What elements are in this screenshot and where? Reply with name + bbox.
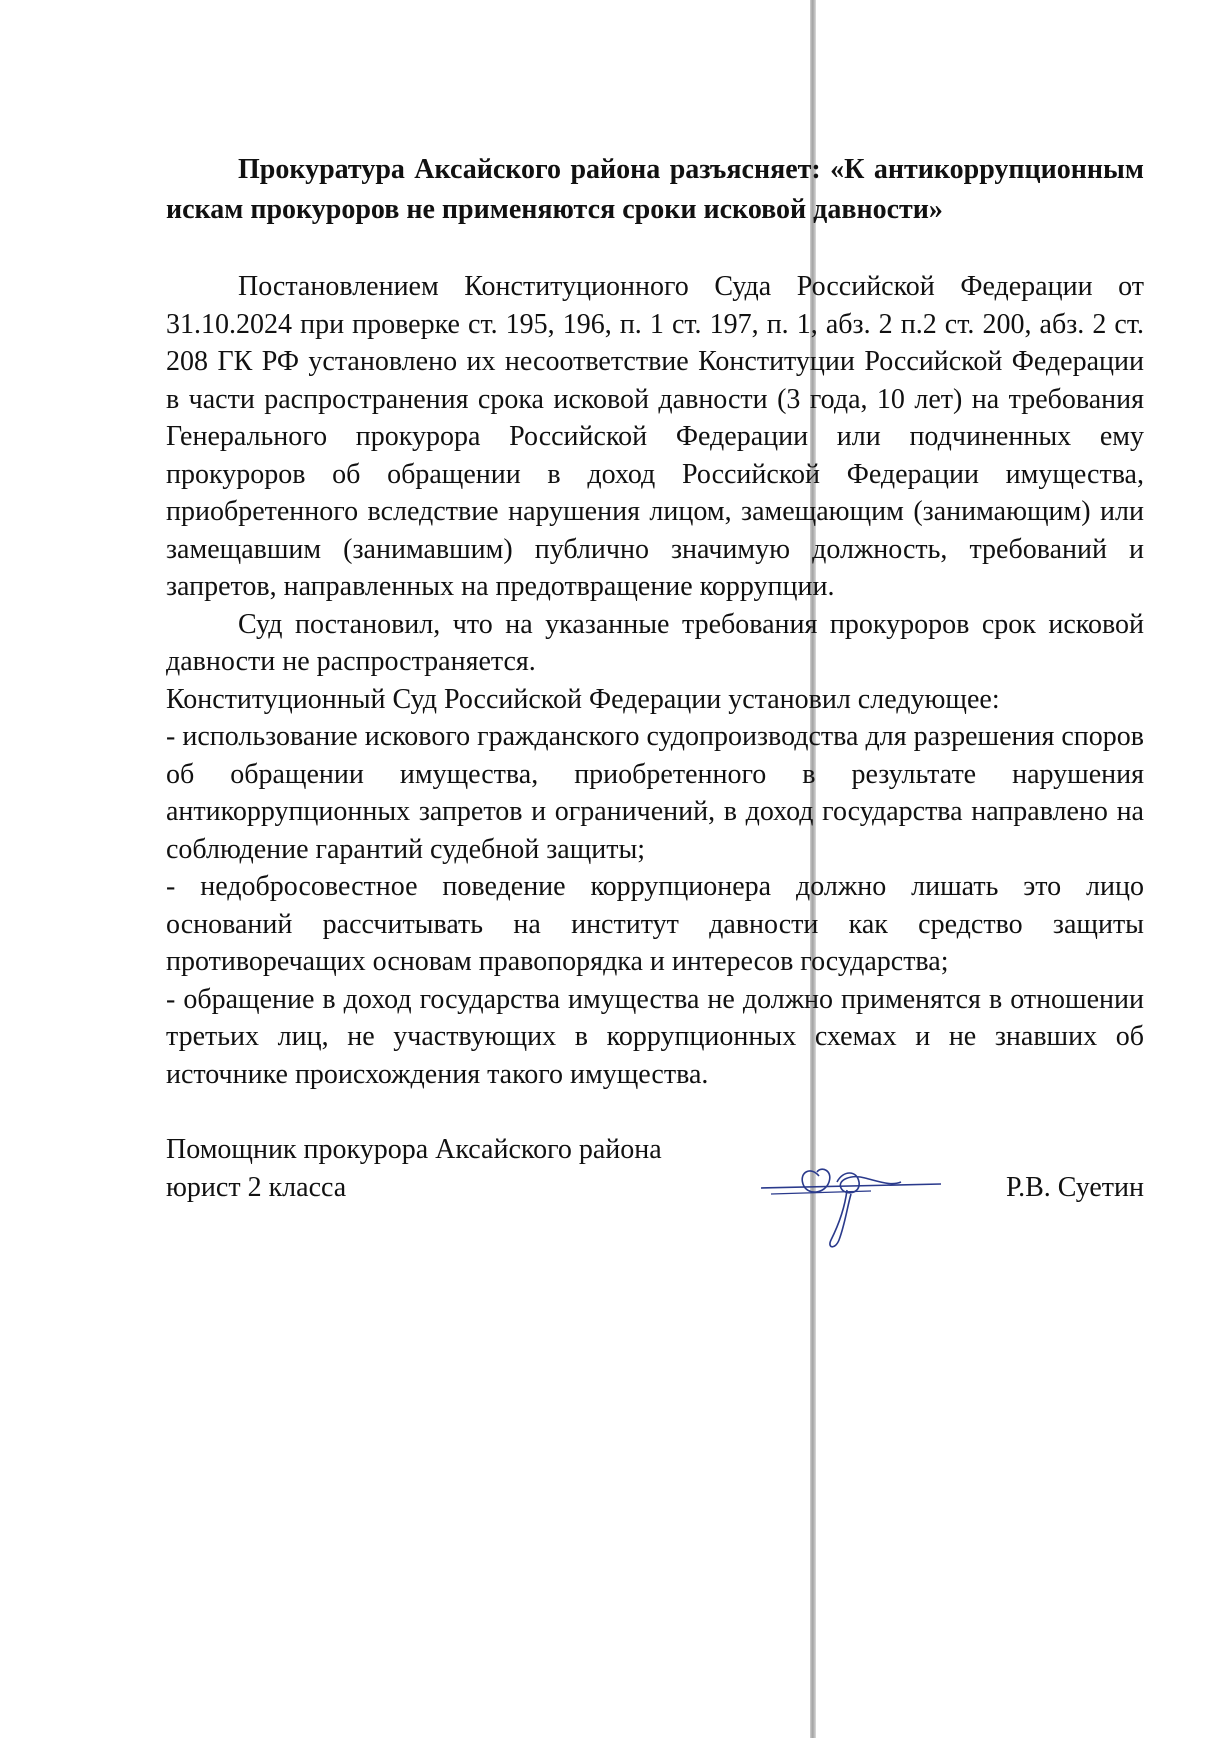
list-item: - обращение в доход государства имущества не должно применятся в отношении третьих лиц, не участвующих в коррупционных схемах и не знавших об источнике происхождения такого имущества. [166,983,1144,1090]
list-item: - недобросовестное поведение коррупционера должно лишать это лицо оснований рассчитывать на институт давности как средство защиты противоречащих основам правопорядка и интересов государства; [166,871,1144,977]
signer-position-line1: Помощник прокурора Аксайского района [166,1134,662,1165]
document-title: Прокуратура Аксайского района разъясняет: «К антикоррупционным искам прокуроров не применяются сроки исковой давности» [166,154,1144,225]
document-body [166,150,1144,1251]
list-item: - использование искового гражданского судопроизводства для разрешения споров об обращении имущества, приобретенного в результате нарушения антикоррупционных запретов и ограничений, в доход государства направлено на соблюдение гарантий судебной защиты; [166,721,1144,865]
signer-name: Р.В. Суетин [1006,1171,1144,1203]
list-intro: Конституционный Суд Российской Федерации установил следующее: [166,683,1000,715]
signer-position-line2: юрист 2 класса [166,1171,347,1203]
paragraph-resolution: Постановлением Конституционного Суда Российской Федерации от 31.10.2024 при проверке ст. 195, 196, п. 1 ст. 197, п. 1, абз. 2 п.2 ст. 200, абз. 2 ст. 208 ГК РФ установлено их несоответствие Конституции Российской Федерации в части распространения срока исковой давности (3 года, 10 лет) на требования Генерального прокурора Российской Федерации или подчиненных ему прокуроров об обращении в доход Российской Федерации имущества, приобретенного вследствие нарушения лицом, замещающим (занимающим) или замещавшим (занимавшим) публично значимую должность, требований и запретов, направленных на предотвращение коррупции. [166,271,1144,602]
handwritten-signature [751,1136,951,1256]
paragraph-court-decision: Суд постановил, что на указанные требования прокуроров срок исковой давности не распространяется. [166,608,1144,677]
signature-block [166,1131,1144,1251]
signer-position [166,1131,662,1206]
